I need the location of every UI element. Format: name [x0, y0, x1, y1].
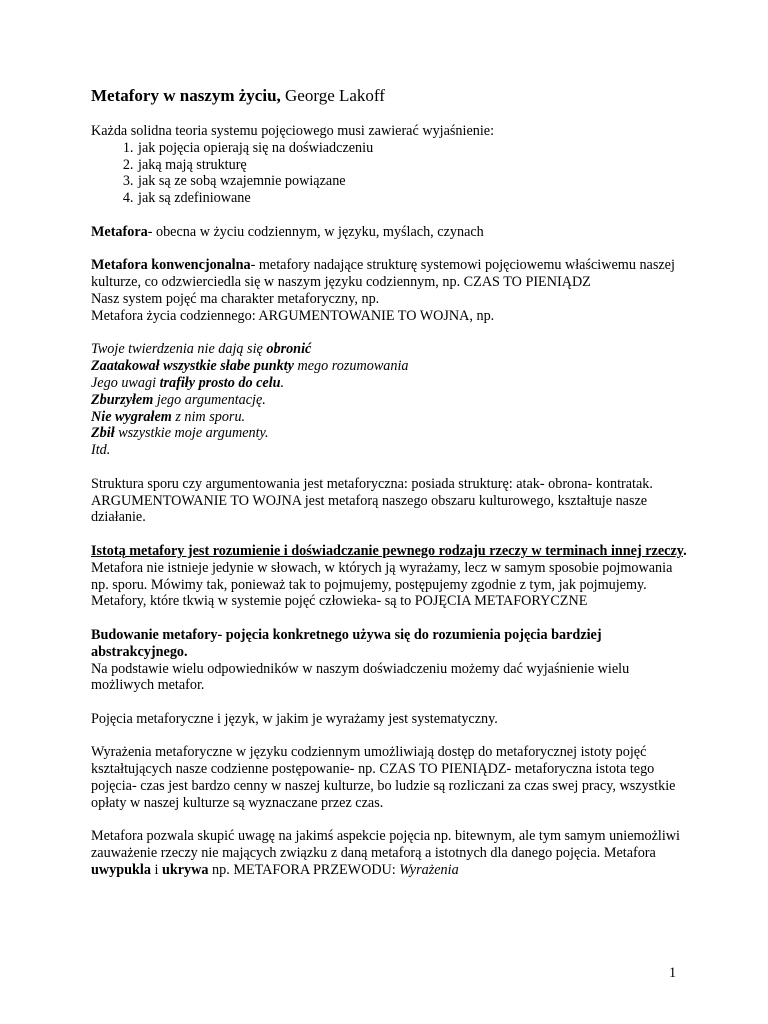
struktura-paragraph: Struktura sporu czy argumentowania jest metaforyczna: posiada strukturę: atak- obrona- kontratak. ARGUMENTOWANIE TO WOJNA jest metaforą naszego obszaru kulturowego, kształtuje nasze działanie.	[91, 475, 653, 526]
example-line: Zburzyłem jego argumentację.	[91, 391, 266, 408]
list-item: 2. jaką mają strukturę	[137, 157, 691, 174]
wyrazenia-paragraph: Wyrażenia metaforyczne w języku codziennym umożliwiają dostęp do metaforycznej istoty pojęć kształtujących nasze codzienne postępowanie- np. CZAS TO PIENIĄDZ- metaforyczna istota tego pojęcia- czas jest bardzo cenny w naszej kulturze, bo ludzie są rozliczani za czas swej pracy, wszystkie opłaty w naszej kulturze są wyznaczane przez czas.	[91, 744, 676, 811]
intro-text: Każda solidna teoria systemu pojęciowego musi zawierać wyjaśnienie:	[91, 123, 495, 139]
title-author: George Lakoff	[280, 86, 385, 105]
example-line: Twoje twierdzenia nie dają się obronić	[91, 341, 312, 358]
metafora-term: Metafora	[91, 223, 148, 240]
budowanie-heading: Budowanie metafory- pojęcia konkretnego używa się do rozumienia pojęcia bardziej abstrakcyjnego.	[91, 626, 602, 660]
list-item: 3. jak są ze sobą wzajemnie powiązane	[137, 173, 691, 190]
document-title	[91, 86, 691, 106]
example-line: Jego uwagi trafiły prosto do celu.	[91, 374, 285, 391]
konwencjonalna-definition	[91, 257, 691, 291]
konwencjonalna-term: Metafora konwencjonalna	[91, 257, 251, 274]
systematyczny-paragraph: Pojęcia metaforyczne i język, w jakim je wyrażamy jest systematyczny.	[91, 710, 498, 727]
title-bold: Metafory w naszym życiu,	[91, 86, 281, 105]
metafora-desc: - obecna w życiu codziennym, w języku, myślach, czynach	[147, 223, 484, 240]
konwencjonalna-line3: Metafora życia codziennego: ARGUMENTOWANIE TO WOJNA, np.	[91, 307, 495, 324]
page-number: 1	[669, 965, 677, 981]
example-line: Zbił wszystkie moje argumenty.	[91, 425, 269, 442]
example-line: Itd.	[91, 442, 111, 459]
list-item: 4. jak są zdefiniowane	[137, 190, 691, 207]
document-body	[91, 86, 691, 879]
istota-heading: Istotą metafory jest rozumienie i doświadczanie pewnego rodzaju rzeczy w terminach innej rzeczy.	[91, 542, 687, 559]
intro-list	[91, 140, 691, 207]
example-line: Zaatakował wszystkie słabe punkty mego rozumowania	[91, 358, 409, 375]
metafora-definition	[91, 224, 691, 241]
konwencjonalna-line2: Nasz system pojęć ma charakter metaforyczny, np.	[91, 290, 380, 307]
example-line: Nie wygrałem z nim sporu.	[91, 408, 246, 425]
budowanie-paragraph: Na podstawie wielu odpowiedników w naszym doświadczeniu możemy dać wyjaśnienie wielu możliwych metafor.	[91, 660, 630, 694]
examples-block	[91, 341, 691, 459]
istota-paragraph: Metafora nie istnieje jedynie w słowach, w których ją wyrażamy, lecz w samym sposobie pojmowania np. sporu. Mówimy tak, ponieważ tak to pojmujemy, postępujemy zgodnie z tym, jak pojmujemy. Metafory, które tkwią w systemie pojęć człowieka- są to POJĘCIA METAFORYCZNE	[91, 559, 673, 610]
list-item: 1. jak pojęcia opierają się na doświadczeniu	[137, 140, 691, 157]
konwencjonalna-desc: - metafory nadające strukturę systemowi pojęciowemu właściwemu naszej kulturze, co odzwierciedla się w naszym języku codziennym, np. CZAS TO PIENIĄDZ	[91, 257, 675, 291]
ostatni-paragraph: Metafora pozwala skupić uwagę na jakimś aspekcie pojęcia np. bitewnym, ale tym samym uniemożliwi zauważenie rzeczy nie mających związku z daną metaforą a istotnych dla danego pojęcia. Metafora uwypukla i ukrywa np. METAFORA PRZEWODU: Wyrażenia	[91, 828, 680, 879]
